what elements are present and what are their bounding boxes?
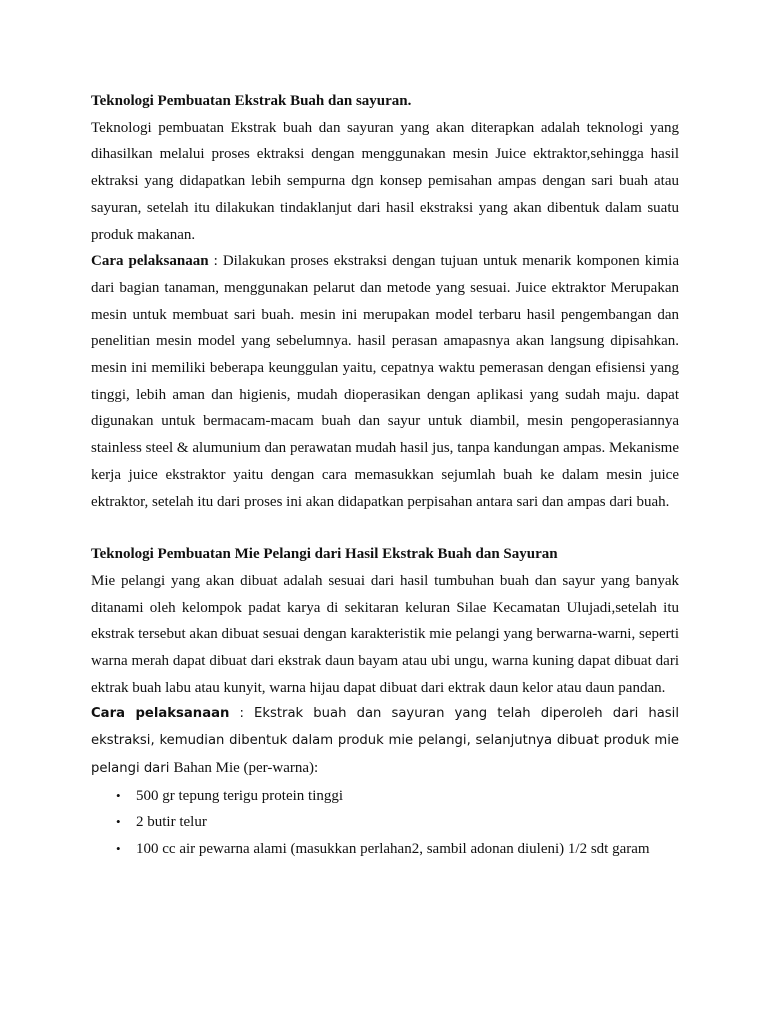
- bullet-icon: •: [116, 787, 121, 803]
- paragraph-mie-intro: Mie pelangi yang akan dibuat adalah sesuai dari hasil tumbuhan buah dan sayur yang banyak ditanami oleh kelompok padat karya di sekitaran keluran Silae Kecamatan Ulujadi,setelah itu ekstrak tersebut akan dibuat sesuai dengan karakteristik mie pelangi yang berwarna-warni, seperti warna merah dapat dibuat dari ekstrak daun bayam atau ubi ungu, warna kuning dapat dibuat dari ektrak buah labu atau kunyit, warna hijau dapat dibuat dari ektrak daun kelor atau daun pandan.: [91, 572, 679, 696]
- list-item: [91, 809, 679, 836]
- paragraph-ekstrak-method: [91, 248, 679, 515]
- paragraph-mie-method: [91, 701, 679, 782]
- list-item: [91, 783, 679, 810]
- method-text: : Ekstrak buah dan sayuran yang telah diperoleh dari hasil ekstraksi, kemudian dibentuk dalam produk mie pelangi, selanjutnya dibuat produk mie pelangi dari: [91, 706, 680, 776]
- list-item-text: 2 butir telur: [136, 814, 207, 831]
- document-page: [91, 88, 679, 863]
- method-label: Cara pelaksanaan: [91, 706, 230, 722]
- section-heading-ekstrak: Teknologi Pembuatan Ekstrak Buah dan sayuran.: [91, 93, 412, 109]
- method-label: Cara pelaksanaan: [91, 253, 209, 270]
- method-text: : Dilakukan proses ekstraksi dengan tujuan untuk menarik komponen kimia dari bagian tanaman, menggunakan pelarut dan metode yang sesuai. Juice ektraktor Merupakan mesin untuk membuat sari buah. mesin ini merupakan model terbaru hasil pengembangan dan penelitian mesin model yang sebelumnya. hasil perasan amapasnya akan langsung dipisahkan. mesin ini memiliki beberapa keunggulan yaitu, cepatnya waktu pemerasan dengan efisiensi yang tinggi, lebih aman dan higienis, mudah dioperasikan dengan aplikasi yang sudah maju. dapat digunakan untuk bermacam-macam buah dan sayur untuk diambil, mesin pengoperasiannya stainless steel & alumunium dan perawatan mudah hasil jus, tanpa kandungan ampas. Mekanisme kerja juice ekstraktor yaitu dengan cara memasukkan sejumlah buah ke dalam mesin juice ektraktor, setelah itu dari proses ini akan didapatkan perpisahan antara sari dan ampas dari buah.: [91, 253, 679, 510]
- list-item-text: 100 cc air pewarna alami (masukkan perlahan2, sambil adonan diuleni) 1/2 sdt garam: [136, 840, 650, 857]
- ingredient-list: [91, 783, 679, 863]
- list-item-text: 500 gr tepung terigu protein tinggi: [136, 787, 344, 804]
- section-heading-mie: Teknologi Pembuatan Mie Pelangi dari Hasil Ekstrak Buah dan Sayuran: [91, 546, 558, 563]
- ingredients-caption: Bahan Mie (per-warna):: [173, 759, 319, 776]
- list-item: [91, 836, 679, 863]
- bullet-icon: •: [116, 814, 121, 830]
- bullet-icon: •: [116, 840, 121, 856]
- spacer: [91, 515, 679, 541]
- paragraph-ekstrak-intro: Teknologi pembuatan Ekstrak buah dan sayuran yang akan diterapkan adalah teknologi yang dihasilkan melalui proses ektraksi dengan menggunakan mesin Juice ektraktor,sehingga hasil ektraksi yang didapatkan lebih sempurna dgn konsep pemisahan ampas dengan sari buah atau sayuran, setelah itu dilakukan tindaklanjut dari hasil ekstraksi yang akan dibentuk dalam suatu produk makanan.: [91, 119, 679, 243]
